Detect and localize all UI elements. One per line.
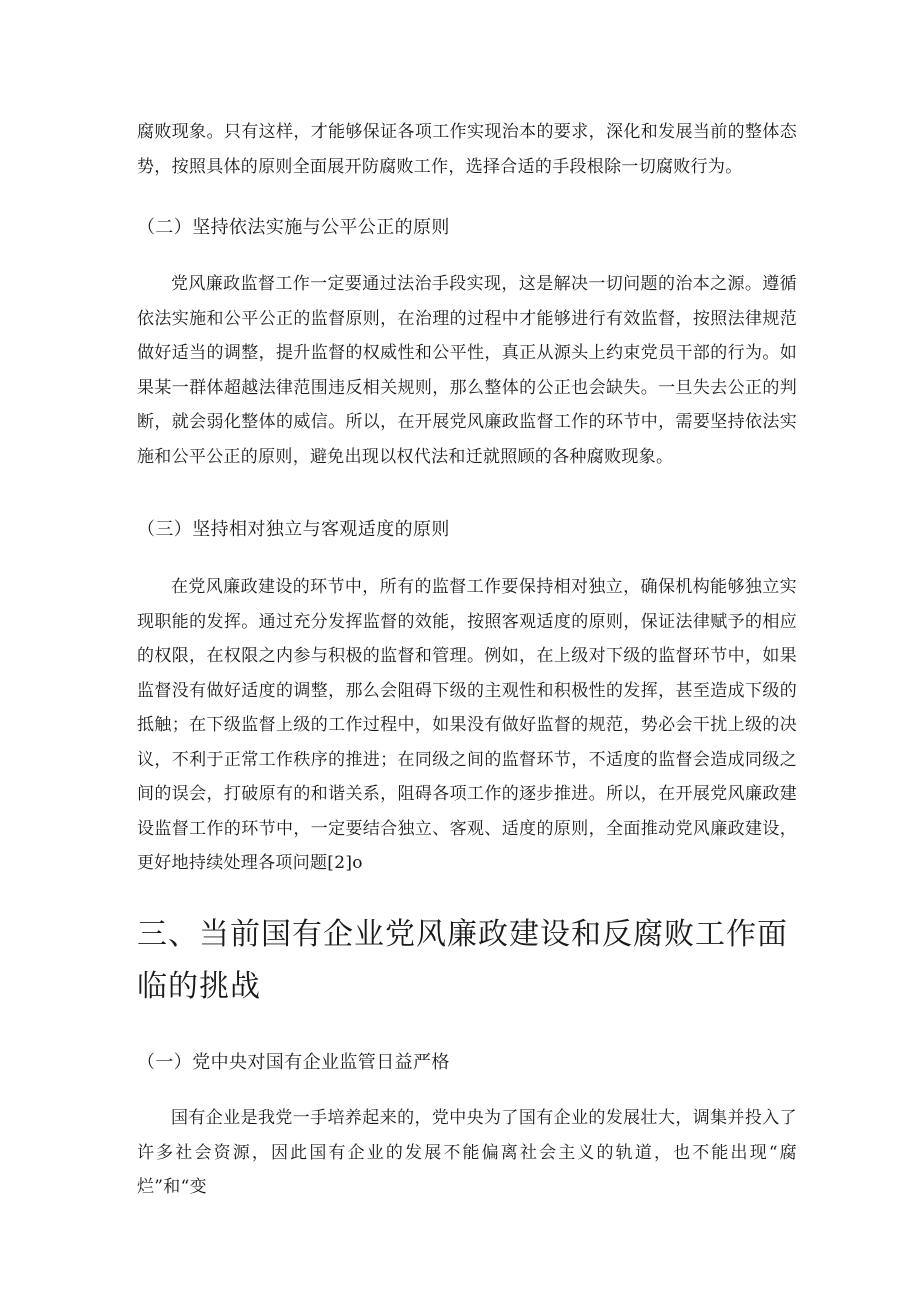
subheading-principle-3: （三）坚持相对独立与客观适度的原则 [137, 519, 450, 540]
paragraph-continuation: 腐败现象。只有这样，才能够保证各项工作实现治本的要求，深化和发展当前的整体态势，按照具体的原则全面展开防腐败工作，选择合适的手段根除一切腐败行为。 [137, 122, 797, 177]
paragraph-challenge-1: 国有企业是我党一手培养起来的，党中央为了国有企业的发展壮大，调集并投入了许多社会资源，因此国有企业的发展不能偏离社会主义的轨道，也不能出现“腐烂”和“变 [137, 1108, 797, 1197]
paragraph-principle-2: 党风廉政监督工作一定要通过法治手段实现，这是解决一切问题的治本之源。遵循依法实施和公平公正的监督原则，在治理的过程中才能够进行有效监督，按照法律规范做好适当的调整，提升监督的权威性和公平性，真正从源头上约束党员干部的行为。如果某一群体超越法律范围违反相关规则，那么整体的公正也会缺失。一旦失去公正的判断，就会弱化整体的威信。所以，在开展党风廉政监督工作的环节中，需要坚持依法实施和公平公正的原则，避免出现以权代法和迁就照顾的各种腐败现象。 [137, 274, 797, 467]
paragraph-principle-3: 在党风廉政建设的环节中，所有的监督工作要保持相对独立，确保机构能够独立实现职能的发挥。通过充分发挥监督的效能，按照客观适度的原则，保证法律赋予的相应的权限，在权限之内参与积极的监督和管理。例如，在上级对下级的监督环节中，如果监督没有做好适度的调整，那么会阻碍下级的主观性和积极性的发挥，甚至造成下级的抵触；在下级监督上级的工作过程中，如果没有做好监督的规范，势必会干扰上级的决议，不利于正常工作秩序的推进；在同级之间的监督环节，不适度的监督会造成同级之间的误会，打破原有的和谐关系，阻碍各项工作的逐步推进。所以，在开展党风廉政建设监督工作的环节中，一定要结合独立、客观、适度的原则，全面推动党风廉政建设，更好地持续处理各项问题[2]o [137, 577, 797, 873]
subheading-challenge-1: （一）党中央对国有企业监管日益严格 [137, 1052, 450, 1073]
subheading-principle-2: （二）坚持依法实施与公平公正的原则 [137, 217, 450, 238]
section-heading: 三、当前国有企业党风廉政建设和反腐败工作面临的挑战 [137, 917, 788, 1004]
